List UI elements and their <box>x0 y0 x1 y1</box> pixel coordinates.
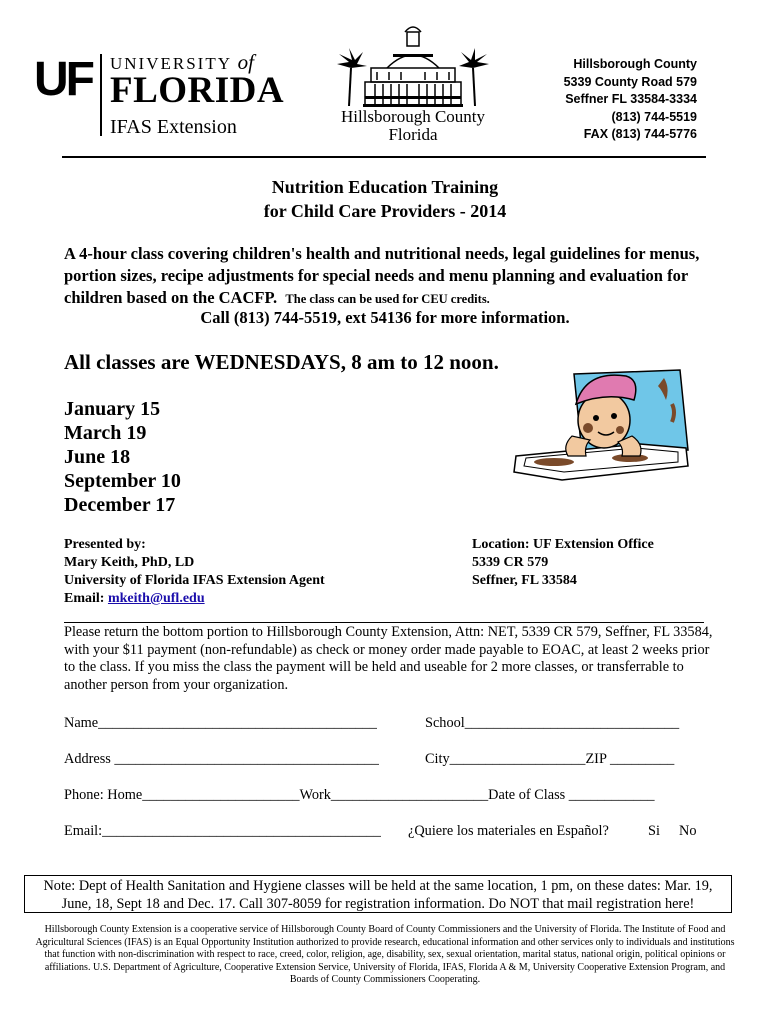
ceu-note: The class can be used for CEU credits. <box>285 292 490 306</box>
office-address <box>564 56 697 144</box>
location-info <box>472 536 654 590</box>
presenter-email-row <box>64 590 325 608</box>
address-line: Seffner FL 33584-3334 <box>565 92 697 106</box>
email-link[interactable]: mkeith@ufl.edu <box>107 591 205 606</box>
school-field[interactable]: School______________________________ <box>425 715 680 731</box>
course-description: A 4-hour class covering children's health and nutritional needs, legal guidelines for menus, portion sizes, recipe adjustments for special needs and menu planning and evaluation for children based on the CACFP. The class can be used for CEU credits. <box>64 244 700 307</box>
county-logo-text: Hillsborough County Florida <box>340 107 486 144</box>
cut-line <box>64 622 704 623</box>
address-line: 5339 County Road 579 <box>563 74 697 89</box>
option-si[interactable]: Si <box>648 823 660 839</box>
location-street: 5339 CR 579 <box>472 555 549 570</box>
city-zip-field[interactable]: City___________________ZIP _________ <box>425 751 675 767</box>
address-fax: FAX (813) 744-5776 <box>583 127 697 141</box>
uf-mark: UF <box>34 53 92 106</box>
page-subtitle: for Child Care Providers - 2014 <box>263 201 507 221</box>
registration-instructions: Please return the bottom portion to Hillsborough County Extension, Attn: NET, 5339 CR 579, Seffner, FL 33584, with your $11 payment (non-refundable) as check or money order made payable to EOAC, at least 2 weeks prior to the class. If you miss the class the payment will be held and useable for 2 more classes, or transferrable to another person from your organization. <box>64 624 713 693</box>
location-heading: Location: UF Extension Office <box>472 537 654 552</box>
uf-ifas-logo <box>34 52 286 138</box>
option-no[interactable]: No <box>679 823 697 839</box>
class-date: September 10 <box>64 470 181 492</box>
address-field[interactable]: Address _____________________________________ <box>64 751 379 767</box>
form-row-phone <box>64 786 714 804</box>
presenter-heading: Presented by: <box>64 537 146 552</box>
presenter-name: Mary Keith, PhD, LD <box>64 555 195 570</box>
header-divider <box>62 156 706 158</box>
note-box: Note: Dept of Health Sanitation and Hygiene classes will be held at the same location, 1 pm, on these dates: Mar. 19, June, 18, Sept 18 and Dec. 17. Call 307-8059 for registration information. Do NOT that mail registration here! <box>24 875 732 913</box>
presenter-info <box>64 536 325 608</box>
footer-disclaimer: Hillsborough County Extension is a cooperative service of Hillsborough County Board of County Commissioners and the University of Florida. The Institute of Food and Agricultural Sciences (IFAS) is an Equal Opportunity Institution authorized to provide research, educational information and other services only to individuals and institutions that function with non-discrimination with respect to race, creed, color, religion, age, disability, sex, sexual orientation, marital status, national origin, political opinions or affiliations. U.S. Department of Agriculture, Cooperative Extension Service, University of Florida, IFAS, Florida A & M, University Cooperative Extension Program, and Boards of County Commissioners Cooperating. <box>35 924 735 985</box>
logo-ifas-extension: IFAS Extension <box>110 116 237 138</box>
courthouse-icon <box>335 24 491 108</box>
schedule-headline: All classes are WEDNESDAYS, 8 am to 12 noon. <box>64 350 499 374</box>
presenter-title: University of Florida IFAS Extension Agent <box>64 573 325 588</box>
form-row-name-school <box>64 714 714 732</box>
logo-divider <box>100 54 102 136</box>
child-eating-illustration <box>512 364 692 484</box>
email-label: Email: <box>64 591 105 606</box>
hillsborough-county-logo <box>335 24 491 146</box>
class-date: June 18 <box>64 446 131 468</box>
page-title: Nutrition Education Training <box>271 177 499 197</box>
child-clipart-icon <box>512 364 692 484</box>
class-date: December 17 <box>64 494 176 516</box>
address-line: Hillsborough County <box>573 57 697 71</box>
call-info: Call (813) 744-5519, ext 54136 for more information. <box>200 308 570 327</box>
logo-florida: FLORIDA <box>110 70 285 111</box>
class-date: January 15 <box>64 398 161 420</box>
address-phone: (813) 744-5519 <box>611 109 697 124</box>
logo-university: UNIVERSITY of <box>110 50 254 74</box>
form-row-address-city <box>64 750 714 768</box>
name-field[interactable]: Name_______________________________________ <box>64 715 377 731</box>
spanish-question: ¿Quiere los materiales en Español? <box>408 823 609 839</box>
phone-field[interactable]: Phone: Home______________________Work______________________Date of Class ____________ <box>64 787 655 803</box>
form-row-email-spanish <box>64 822 714 840</box>
class-date: March 19 <box>64 422 147 444</box>
location-city: Seffner, FL 33584 <box>472 573 577 588</box>
class-dates <box>64 397 181 517</box>
email-field[interactable]: Email:_______________________________________ <box>64 823 381 839</box>
